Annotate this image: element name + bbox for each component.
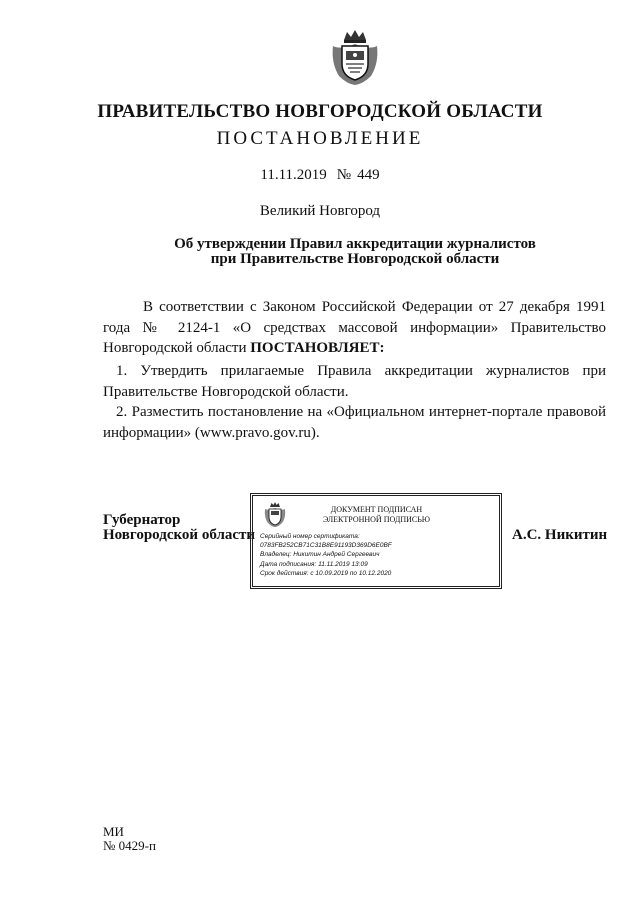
- novgorod-coat-of-arms-icon: [329, 28, 381, 86]
- stamp-title-line-1: ДОКУМЕНТ ПОДПИСАН: [330, 505, 423, 514]
- stamp-title: [299, 505, 454, 525]
- signatory-title: [103, 513, 255, 543]
- subject-line-2: при Правительстве Новгородской области: [210, 251, 500, 267]
- organization-title: ПРАВИТЕЛЬСТВО НОВГОРОДСКОЙ ОБЛАСТИ: [97, 101, 543, 122]
- document-subject: [120, 237, 590, 267]
- stamp-serial-value: 0783FB252CB71C31B8E91193D369D6E0BF: [260, 542, 392, 550]
- electronic-signature-stamp: [250, 493, 502, 589]
- stamp-coat-of-arms-icon: [263, 501, 287, 528]
- item-1-text: 1. Утвердить прилагаемые Правила аккредитации журналистов при Правительстве Новгородской области.: [103, 363, 606, 400]
- document-date: 11.11.2019: [260, 167, 327, 183]
- stamp-serial-label: Серийный номер сертификата:: [260, 533, 360, 540]
- signatory-title-line-2: Новгородской области: [103, 527, 256, 543]
- city: Великий Новгород: [259, 203, 381, 219]
- stamp-title-line-2: ЭЛЕКТРОННОЙ ПОДПИСЬЮ: [322, 515, 431, 524]
- document-number: 449: [357, 167, 380, 183]
- item-1-paragraph: [103, 361, 606, 402]
- subject-line-1: Об утверждении Правил аккредитации журналистов: [174, 236, 536, 252]
- date-number-line: [0, 167, 640, 184]
- preamble-text: В соответствии с Законом Российской Федерации от 27 декабря 1991 года № 2124-1 «О средствах массовой информации» Правительство Новгородской области: [103, 299, 606, 356]
- document-type: ПОСТАНОВЛЕНИЕ: [216, 128, 424, 149]
- preamble-paragraph: [103, 297, 606, 359]
- footer-doc-code: № 0429-п: [103, 838, 156, 853]
- item-2-text: 2. Разместить постановление на «Официальном интернет-портале правовой информации» (www.pravo.gov.ru).: [103, 404, 606, 441]
- number-sign: №: [336, 167, 352, 183]
- stamp-sign-date: Дата подписания: 11.11.2019 13:09: [260, 560, 368, 568]
- signatory-name: А.С. Никитин: [512, 527, 608, 543]
- stamp-owner: Владелец: Никитин Андрей Сергеевич: [260, 551, 380, 559]
- footer-initials: МИ: [103, 824, 124, 839]
- stamp-details: [260, 532, 392, 578]
- item-2-paragraph: [103, 402, 606, 443]
- decree-word: ПОСТАНОВЛЯЕТ:: [250, 340, 385, 356]
- signatory-title-line-1: Губернатор: [103, 512, 181, 528]
- footer-code: [103, 825, 156, 853]
- stamp-validity: Срок действия: с 10.09.2019 по 10.12.2020: [260, 569, 392, 577]
